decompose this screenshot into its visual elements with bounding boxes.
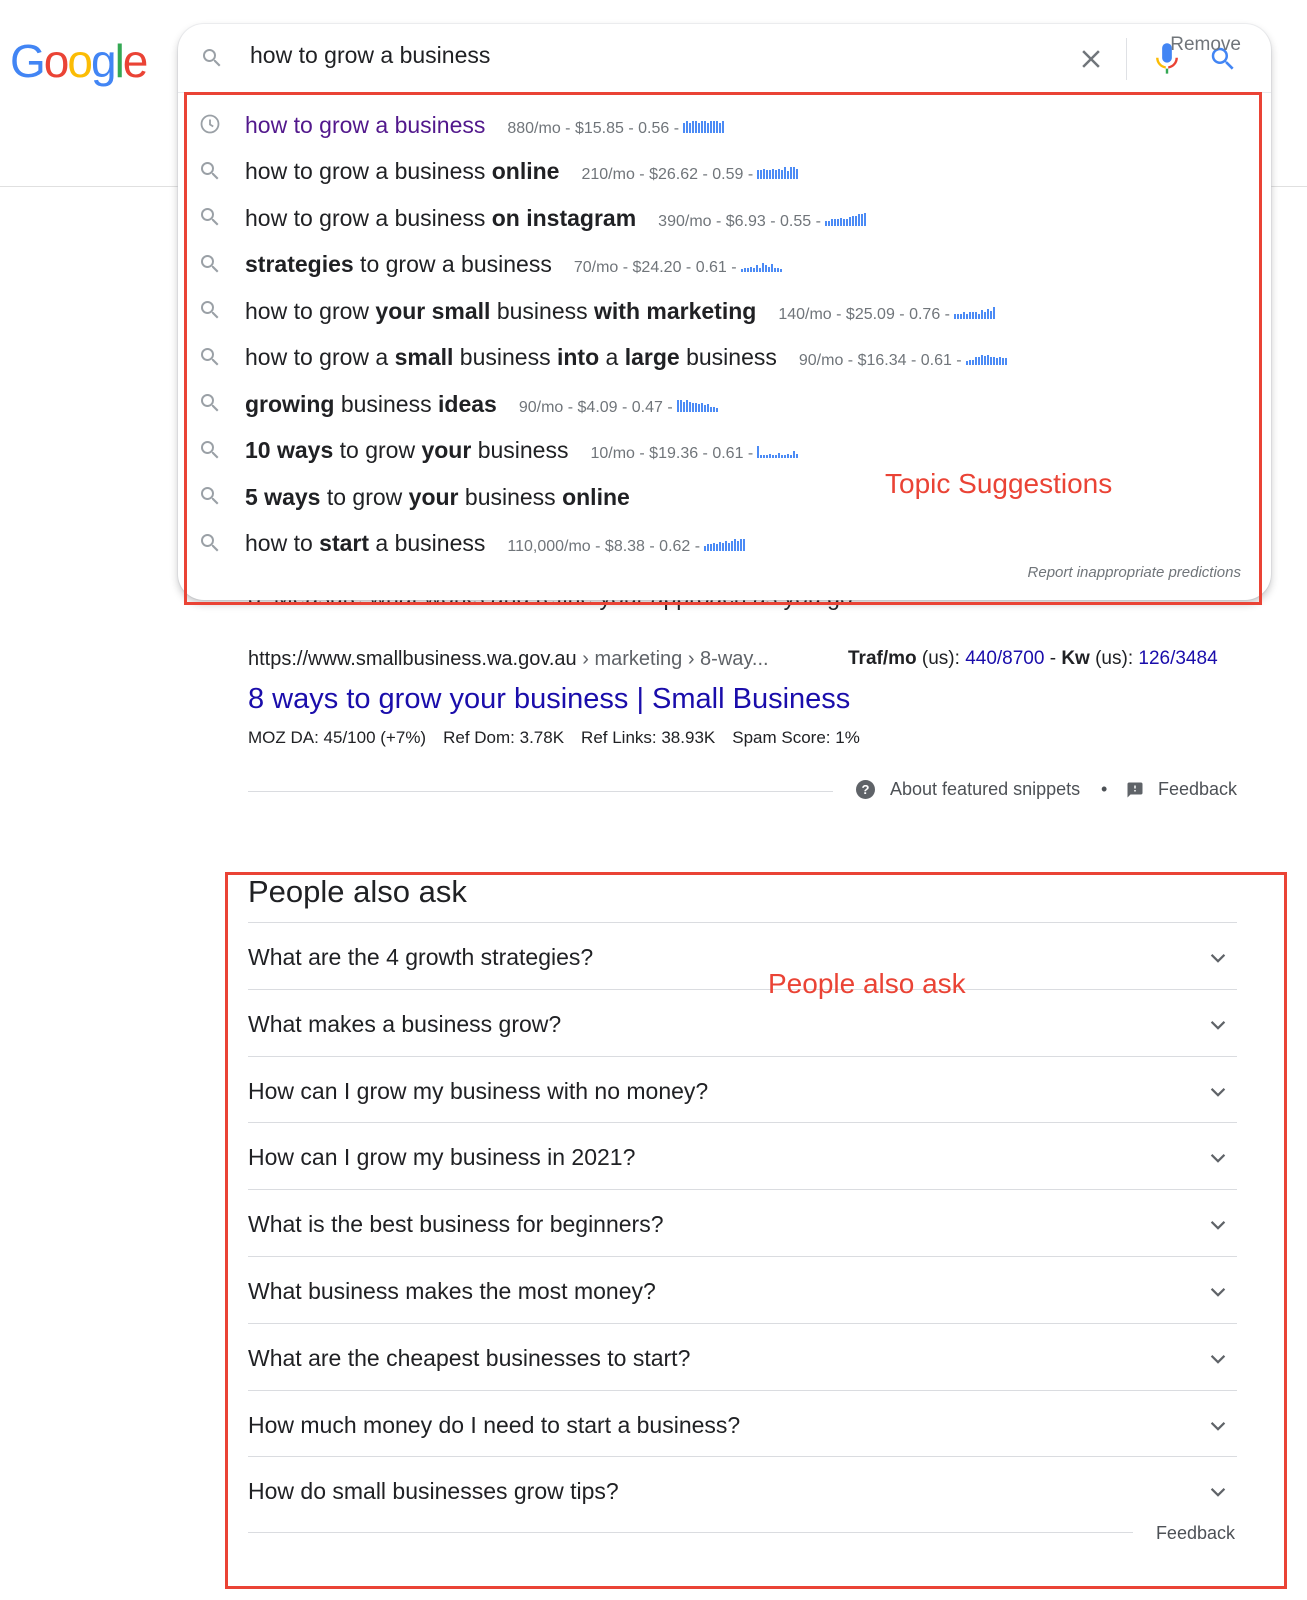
sparkline-bar — [707, 544, 709, 551]
sparkline-bar — [858, 214, 860, 226]
sparkline-bar — [769, 454, 771, 458]
moz-metrics — [248, 728, 877, 748]
suggestion-item[interactable] — [178, 195, 1271, 242]
moz-da: MOZ DA: 45/100 (+7%) — [248, 728, 427, 747]
keyword-metrics — [778, 306, 995, 324]
suggestion-text-part: on instagram — [491, 204, 637, 231]
sparkline-bar — [852, 216, 854, 226]
paa-question[interactable] — [248, 989, 1237, 1056]
ref-links: Ref Links: 38.93K — [581, 728, 716, 747]
paa-question[interactable] — [248, 1122, 1237, 1189]
sparkline-bar — [772, 169, 774, 179]
sparkline-bar — [849, 217, 851, 226]
report-predictions-link[interactable]: Report inappropriate predictions — [1027, 564, 1241, 581]
suggestion-text — [245, 344, 1007, 371]
sparkline-bar — [981, 355, 983, 365]
sparkline-bar — [966, 314, 968, 319]
sparkline-bar — [760, 455, 762, 458]
suggestion-text — [245, 158, 798, 185]
sparkline-bar — [713, 407, 715, 412]
paa-question-text: What business makes the most money? — [248, 1277, 656, 1304]
suggestion-item[interactable] — [178, 288, 1271, 335]
sparkline-bar — [796, 169, 798, 179]
sparkline-bar — [683, 402, 685, 412]
sparkline-bar — [744, 268, 746, 272]
sparkline-bar — [762, 263, 764, 272]
result-url[interactable] — [248, 648, 769, 671]
sparkline-bar — [707, 123, 709, 133]
suggestion-text-part: 10 ways — [245, 437, 334, 464]
sparkline-bar — [716, 544, 718, 551]
paa-question[interactable] — [248, 922, 1237, 989]
sparkline-bar — [692, 403, 694, 412]
sparkline-bar — [969, 312, 971, 319]
keyword-metrics — [507, 538, 745, 556]
suggestion-text-part: to grow — [320, 483, 409, 510]
chevron-down-icon[interactable] — [1207, 1214, 1229, 1236]
sparkline-bar — [787, 454, 789, 458]
search-icon — [198, 345, 222, 369]
search-box — [178, 24, 1271, 600]
sparkline-bar — [1005, 358, 1007, 365]
suggestion-text — [245, 391, 718, 418]
remove-history-button[interactable]: Remove — [1170, 34, 1241, 55]
suggestion-text-part: how to — [245, 530, 320, 557]
suggestion-item[interactable] — [178, 381, 1271, 428]
sparkline-bar — [759, 268, 761, 272]
suggestion-item[interactable] — [178, 242, 1271, 289]
seo-traffic-metrics — [848, 648, 1218, 670]
suggestion-text — [245, 484, 630, 511]
keyword-metrics-text: 390/mo - $6.93 - 0.55 - — [658, 212, 821, 230]
sparkline-bar — [741, 269, 743, 272]
sparkline-bar — [689, 123, 691, 133]
sparkline-bar — [707, 404, 709, 412]
sparkline-bar — [834, 219, 836, 226]
traf-value-link[interactable]: 440/8700 — [965, 648, 1045, 669]
sparkline-bar — [719, 542, 721, 551]
sparkline-bar — [760, 170, 762, 179]
search-icon — [198, 438, 222, 462]
paa-question-text: What makes a business grow? — [248, 1010, 562, 1037]
sparkline-bar — [698, 404, 700, 412]
sparkline-bar — [698, 123, 700, 133]
trend-sparkline — [954, 306, 995, 319]
trend-sparkline — [757, 445, 798, 458]
sparkline-bar — [996, 358, 998, 365]
sparkline-bar — [790, 167, 792, 179]
sparkline-bar — [716, 408, 718, 412]
sparkline-bar — [768, 267, 770, 272]
search-dropdown-separator — [178, 92, 1271, 93]
traf-region: (us): — [916, 648, 966, 669]
sparkline-bar — [843, 219, 845, 226]
keyword-metrics-text: 90/mo - $16.34 - 0.61 - — [798, 352, 962, 370]
sparkline-bar — [861, 214, 863, 226]
trend-sparkline — [825, 213, 866, 226]
sparkline-bar — [766, 455, 768, 458]
sparkline-bar — [840, 218, 842, 226]
suggestion-text-part: with marketing — [594, 297, 757, 324]
snippet-dot-separator: • — [1101, 779, 1108, 799]
trend-sparkline — [757, 166, 798, 179]
keyword-metrics-text: 90/mo - $4.09 - 0.47 - — [518, 398, 673, 416]
suggestion-text-part: business — [458, 483, 563, 510]
paa-feedback-button[interactable]: Feedback — [1155, 1523, 1235, 1543]
sparkline-bar — [757, 170, 759, 179]
sparkline-bar — [775, 455, 777, 458]
sparkline-bar — [686, 400, 688, 412]
sparkline-bar — [716, 121, 718, 133]
traf-separator: - — [1044, 648, 1062, 669]
sparkline-bar — [743, 539, 745, 551]
sparkline-bar — [772, 455, 774, 458]
search-icon — [198, 531, 222, 555]
suggestion-text — [245, 205, 866, 232]
chevron-down-icon[interactable] — [1207, 947, 1229, 969]
suggestion-text-part: small — [394, 344, 454, 371]
sparkline-bar — [740, 539, 742, 551]
sparkline-bar — [734, 539, 736, 551]
sparkline-bar — [778, 169, 780, 179]
sparkline-bar — [987, 355, 989, 365]
sparkline-bar — [963, 312, 965, 319]
kw-label: Kw — [1061, 648, 1090, 669]
search-bar-divider — [1126, 38, 1127, 80]
paa-question-text: How much money do I need to start a business? — [248, 1411, 741, 1438]
sparkline-bar — [774, 268, 776, 272]
sparkline-bar — [689, 402, 691, 412]
chevron-down-icon[interactable] — [1207, 1481, 1229, 1503]
sparkline-bar — [793, 167, 795, 179]
trend-sparkline — [677, 399, 718, 412]
kw-region: (us): — [1089, 648, 1139, 669]
trend-sparkline — [683, 120, 724, 133]
sparkline-bar — [719, 123, 721, 133]
snippet-feedback-label: Feedback — [1158, 779, 1238, 799]
paa-question[interactable] — [248, 1323, 1237, 1390]
history-icon — [198, 112, 222, 136]
search-icon — [198, 298, 222, 322]
paa-question-text: How can I grow my business in 2021? — [248, 1144, 636, 1171]
sparkline-bar — [686, 121, 688, 133]
sparkline-bar — [790, 455, 792, 458]
suggestion-item[interactable] — [178, 521, 1271, 568]
suggestion-text-part: business — [490, 297, 595, 324]
sparkline-bar — [753, 268, 755, 272]
sparkline-bar — [978, 314, 980, 319]
sparkline-bar — [787, 171, 789, 179]
sparkline-bar — [713, 543, 715, 551]
sparkline-bar — [966, 361, 968, 365]
sparkline-bar — [781, 170, 783, 179]
suggestion-text-part: growing — [245, 390, 335, 417]
paa-question-text: How do small businesses grow tips? — [248, 1478, 619, 1505]
chevron-down-icon[interactable] — [1207, 1281, 1229, 1303]
sparkline-bar — [784, 167, 786, 179]
sparkline-bar — [680, 400, 682, 412]
sparkline-bar — [722, 121, 724, 133]
suggestion-text-part: how to grow a — [245, 344, 395, 371]
suggestion-text-part: your small — [375, 297, 491, 324]
search-bar — [178, 24, 1271, 92]
suggestion-text-part: how to grow a business — [245, 158, 492, 185]
suggestion-text-part: how to grow — [245, 297, 376, 324]
sparkline-bar — [757, 446, 759, 458]
sparkline-bar — [981, 310, 983, 319]
suggestion-text-part: online — [562, 483, 630, 510]
keyword-metrics-text: 10/mo - $19.36 - 0.61 - — [590, 445, 754, 463]
sparkline-bar — [784, 455, 786, 458]
snippet-feedback-button[interactable] — [1126, 779, 1237, 800]
sparkline-bar — [704, 121, 706, 133]
suggestion-text-part: online — [491, 158, 560, 185]
sparkline-bar — [969, 360, 971, 365]
result-title-link[interactable]: 8 ways to grow your business | Small Business — [248, 683, 851, 715]
sparkline-bar — [975, 312, 977, 319]
trend-sparkline — [741, 259, 782, 272]
sparkline-bar — [771, 264, 773, 272]
suggestion-item[interactable] — [178, 335, 1271, 382]
trend-sparkline — [704, 538, 745, 551]
search-icon — [198, 484, 222, 508]
suggestion-text-part: strategies — [245, 251, 354, 278]
paa-question[interactable] — [248, 1189, 1237, 1256]
feedback-icon — [1126, 781, 1144, 799]
keyword-metrics — [799, 352, 1007, 370]
chevron-down-icon[interactable] — [1207, 1014, 1229, 1036]
paa-annotation-label: People also ask — [768, 968, 966, 999]
chevron-down-icon[interactable] — [1207, 1081, 1229, 1103]
spam-score: Spam Score: 1% — [732, 728, 860, 747]
sparkline-bar — [828, 221, 830, 226]
sparkline-bar — [701, 403, 703, 412]
sparkline-bar — [972, 312, 974, 319]
sparkline-bar — [972, 360, 974, 365]
sparkline-bar — [796, 454, 798, 458]
sparkline-bar — [846, 219, 848, 226]
sparkline-bar — [692, 121, 694, 133]
sparkline-bar — [677, 400, 679, 412]
suggestion-text — [245, 437, 798, 464]
sparkline-bar — [993, 307, 995, 319]
sparkline-bar — [993, 357, 995, 365]
suggestion-text-part: business — [471, 437, 569, 464]
topic-suggestions-annotation-label: Topic Suggestions — [885, 468, 1113, 499]
suggestion-text-part: to grow — [333, 437, 422, 464]
sparkline-bar — [987, 309, 989, 319]
sparkline-bar — [984, 356, 986, 365]
chevron-down-icon[interactable] — [1207, 1415, 1229, 1437]
sparkline-bar — [722, 543, 724, 551]
sparkline-bar — [701, 121, 703, 133]
search-icon — [198, 252, 222, 276]
keyword-metrics — [519, 399, 718, 417]
suggestion-text-part: a — [599, 344, 625, 371]
logo-letter: o — [43, 35, 68, 87]
sparkline-bar — [781, 455, 783, 458]
sparkline-bar — [737, 541, 739, 551]
sparkline-bar — [831, 219, 833, 226]
sparkline-bar — [747, 268, 749, 272]
snippet-divider — [248, 791, 833, 792]
paa-question-text: How can I grow my business with no money? — [248, 1077, 709, 1104]
sparkline-bar — [763, 455, 765, 458]
sparkline-bar — [778, 453, 780, 458]
sparkline-bar — [855, 216, 857, 226]
keyword-metrics-text: 140/mo - $25.09 - 0.76 - — [778, 305, 950, 323]
sparkline-bar — [695, 403, 697, 412]
sparkline-bar — [728, 543, 730, 551]
sparkline-bar — [960, 314, 962, 319]
sparkline-bar — [704, 405, 706, 412]
paa-title: People also ask — [248, 874, 467, 909]
suggestion-text-part: into — [556, 344, 600, 371]
clear-icon[interactable] — [1076, 44, 1106, 74]
paa-question-text: What are the 4 growth strategies? — [248, 944, 594, 970]
sparkline-bar — [775, 170, 777, 179]
sparkline-bar — [990, 311, 992, 319]
paa-question-text: What are the cheapest businesses to start? — [248, 1344, 691, 1371]
sparkline-bar — [984, 312, 986, 319]
sparkline-bar — [837, 219, 839, 226]
trend-sparkline — [966, 352, 1007, 365]
suggestion-text-part: business — [679, 344, 777, 371]
paa-question[interactable] — [248, 1256, 1237, 1323]
suggestion-text-part: a business — [369, 530, 486, 557]
paa-question[interactable] — [248, 1456, 1237, 1523]
about-featured-snippets-link[interactable] — [856, 779, 1080, 800]
sparkline-bar — [710, 121, 712, 133]
logo-letter: l — [114, 35, 123, 87]
about-featured-snippets-label: About featured snippets — [890, 779, 1081, 799]
suggestion-text-part: business — [453, 344, 557, 371]
keyword-metrics-text: 880/mo - $15.85 - 0.56 - — [507, 119, 680, 137]
search-icon — [198, 159, 222, 183]
sparkline-bar — [990, 357, 992, 365]
suggestion-text — [245, 298, 995, 325]
result-url-domain: https://www.smallbusiness.wa.gov.au — [248, 648, 577, 670]
suggestion-text-part: 5 ways — [245, 483, 321, 510]
result-breadcrumb: › marketing › 8-way... — [576, 648, 769, 670]
keyword-metrics — [658, 213, 866, 231]
sparkline-bar — [954, 314, 956, 319]
suggestion-text-part: business — [334, 390, 438, 417]
logo-letter: e — [122, 35, 147, 87]
keyword-metrics — [590, 445, 798, 463]
sparkline-bar — [704, 546, 706, 551]
chevron-down-icon[interactable] — [1207, 1348, 1229, 1370]
suggestion-text-part: your — [408, 483, 459, 510]
suggestion-text — [245, 251, 782, 278]
logo-letter: g — [90, 35, 115, 87]
keyword-metrics-text: 210/mo - $26.62 - 0.59 - — [581, 166, 754, 184]
sparkline-bar — [975, 357, 977, 365]
help-icon: ? — [856, 780, 875, 799]
suggestion-text-part: large — [624, 344, 680, 371]
paa-list — [248, 922, 1237, 1523]
sparkline-bar — [777, 268, 779, 272]
ref-domains: Ref Dom: 3.78K — [443, 728, 565, 747]
traf-label: Traf/mo — [848, 648, 917, 669]
suggestion-text-part: start — [319, 530, 370, 557]
keyword-metrics — [581, 166, 798, 184]
suggestion-item[interactable] — [178, 102, 1271, 149]
suggestion-text — [245, 112, 724, 139]
sparkline-bar — [766, 170, 768, 179]
sparkline-bar — [725, 541, 727, 551]
sparkline-bar — [765, 265, 767, 272]
suggestion-item[interactable] — [178, 149, 1271, 196]
sparkline-bar — [713, 121, 715, 133]
sparkline-bar — [695, 121, 697, 133]
suggestion-text-part: how to grow a business — [245, 111, 486, 138]
paa-bottom-divider — [248, 1532, 1133, 1533]
chevron-down-icon[interactable] — [1207, 1147, 1229, 1169]
kw-value-link[interactable]: 126/3484 — [1138, 648, 1218, 669]
sparkline-bar — [731, 541, 733, 551]
logo-letter: o — [67, 35, 91, 87]
suggestion-text-part: how to grow a business — [245, 204, 492, 231]
suggestion-text-part: to grow a business — [353, 251, 552, 278]
paa-question[interactable] — [248, 1056, 1237, 1123]
sparkline-bar — [978, 357, 980, 365]
suggestion-text-part: your — [421, 437, 472, 464]
paa-question-text: What is the best business for beginners? — [248, 1211, 664, 1238]
sparkline-bar — [864, 213, 866, 226]
google-logo[interactable] — [10, 34, 146, 88]
keyword-metrics — [574, 259, 782, 277]
search-input[interactable] — [250, 42, 950, 69]
sparkline-bar — [793, 451, 795, 458]
sparkline-bar — [999, 357, 1001, 365]
sparkline-bar — [710, 544, 712, 551]
sparkline-bar — [957, 314, 959, 319]
search-icon — [198, 205, 222, 229]
keyword-metrics — [507, 120, 724, 138]
sparkline-bar — [769, 170, 771, 179]
sparkline-bar — [683, 123, 685, 133]
sparkline-bar — [780, 269, 782, 272]
sparkline-bar — [756, 265, 758, 272]
sparkline-bar — [1002, 358, 1004, 365]
sparkline-bar — [763, 169, 765, 179]
keyword-metrics-text: 70/mo - $24.20 - 0.61 - — [573, 259, 737, 277]
keyword-metrics-text: 110,000/mo - $8.38 - 0.62 - — [507, 538, 701, 556]
sparkline-bar — [750, 267, 752, 272]
sparkline-bar — [710, 407, 712, 412]
search-icon — [198, 391, 222, 415]
sparkline-bar — [825, 221, 827, 226]
search-icon — [200, 46, 224, 70]
logo-letter: G — [10, 35, 44, 87]
suggestion-text — [245, 530, 745, 557]
paa-question[interactable] — [248, 1390, 1237, 1457]
suggestion-text-part: ideas — [438, 390, 497, 417]
